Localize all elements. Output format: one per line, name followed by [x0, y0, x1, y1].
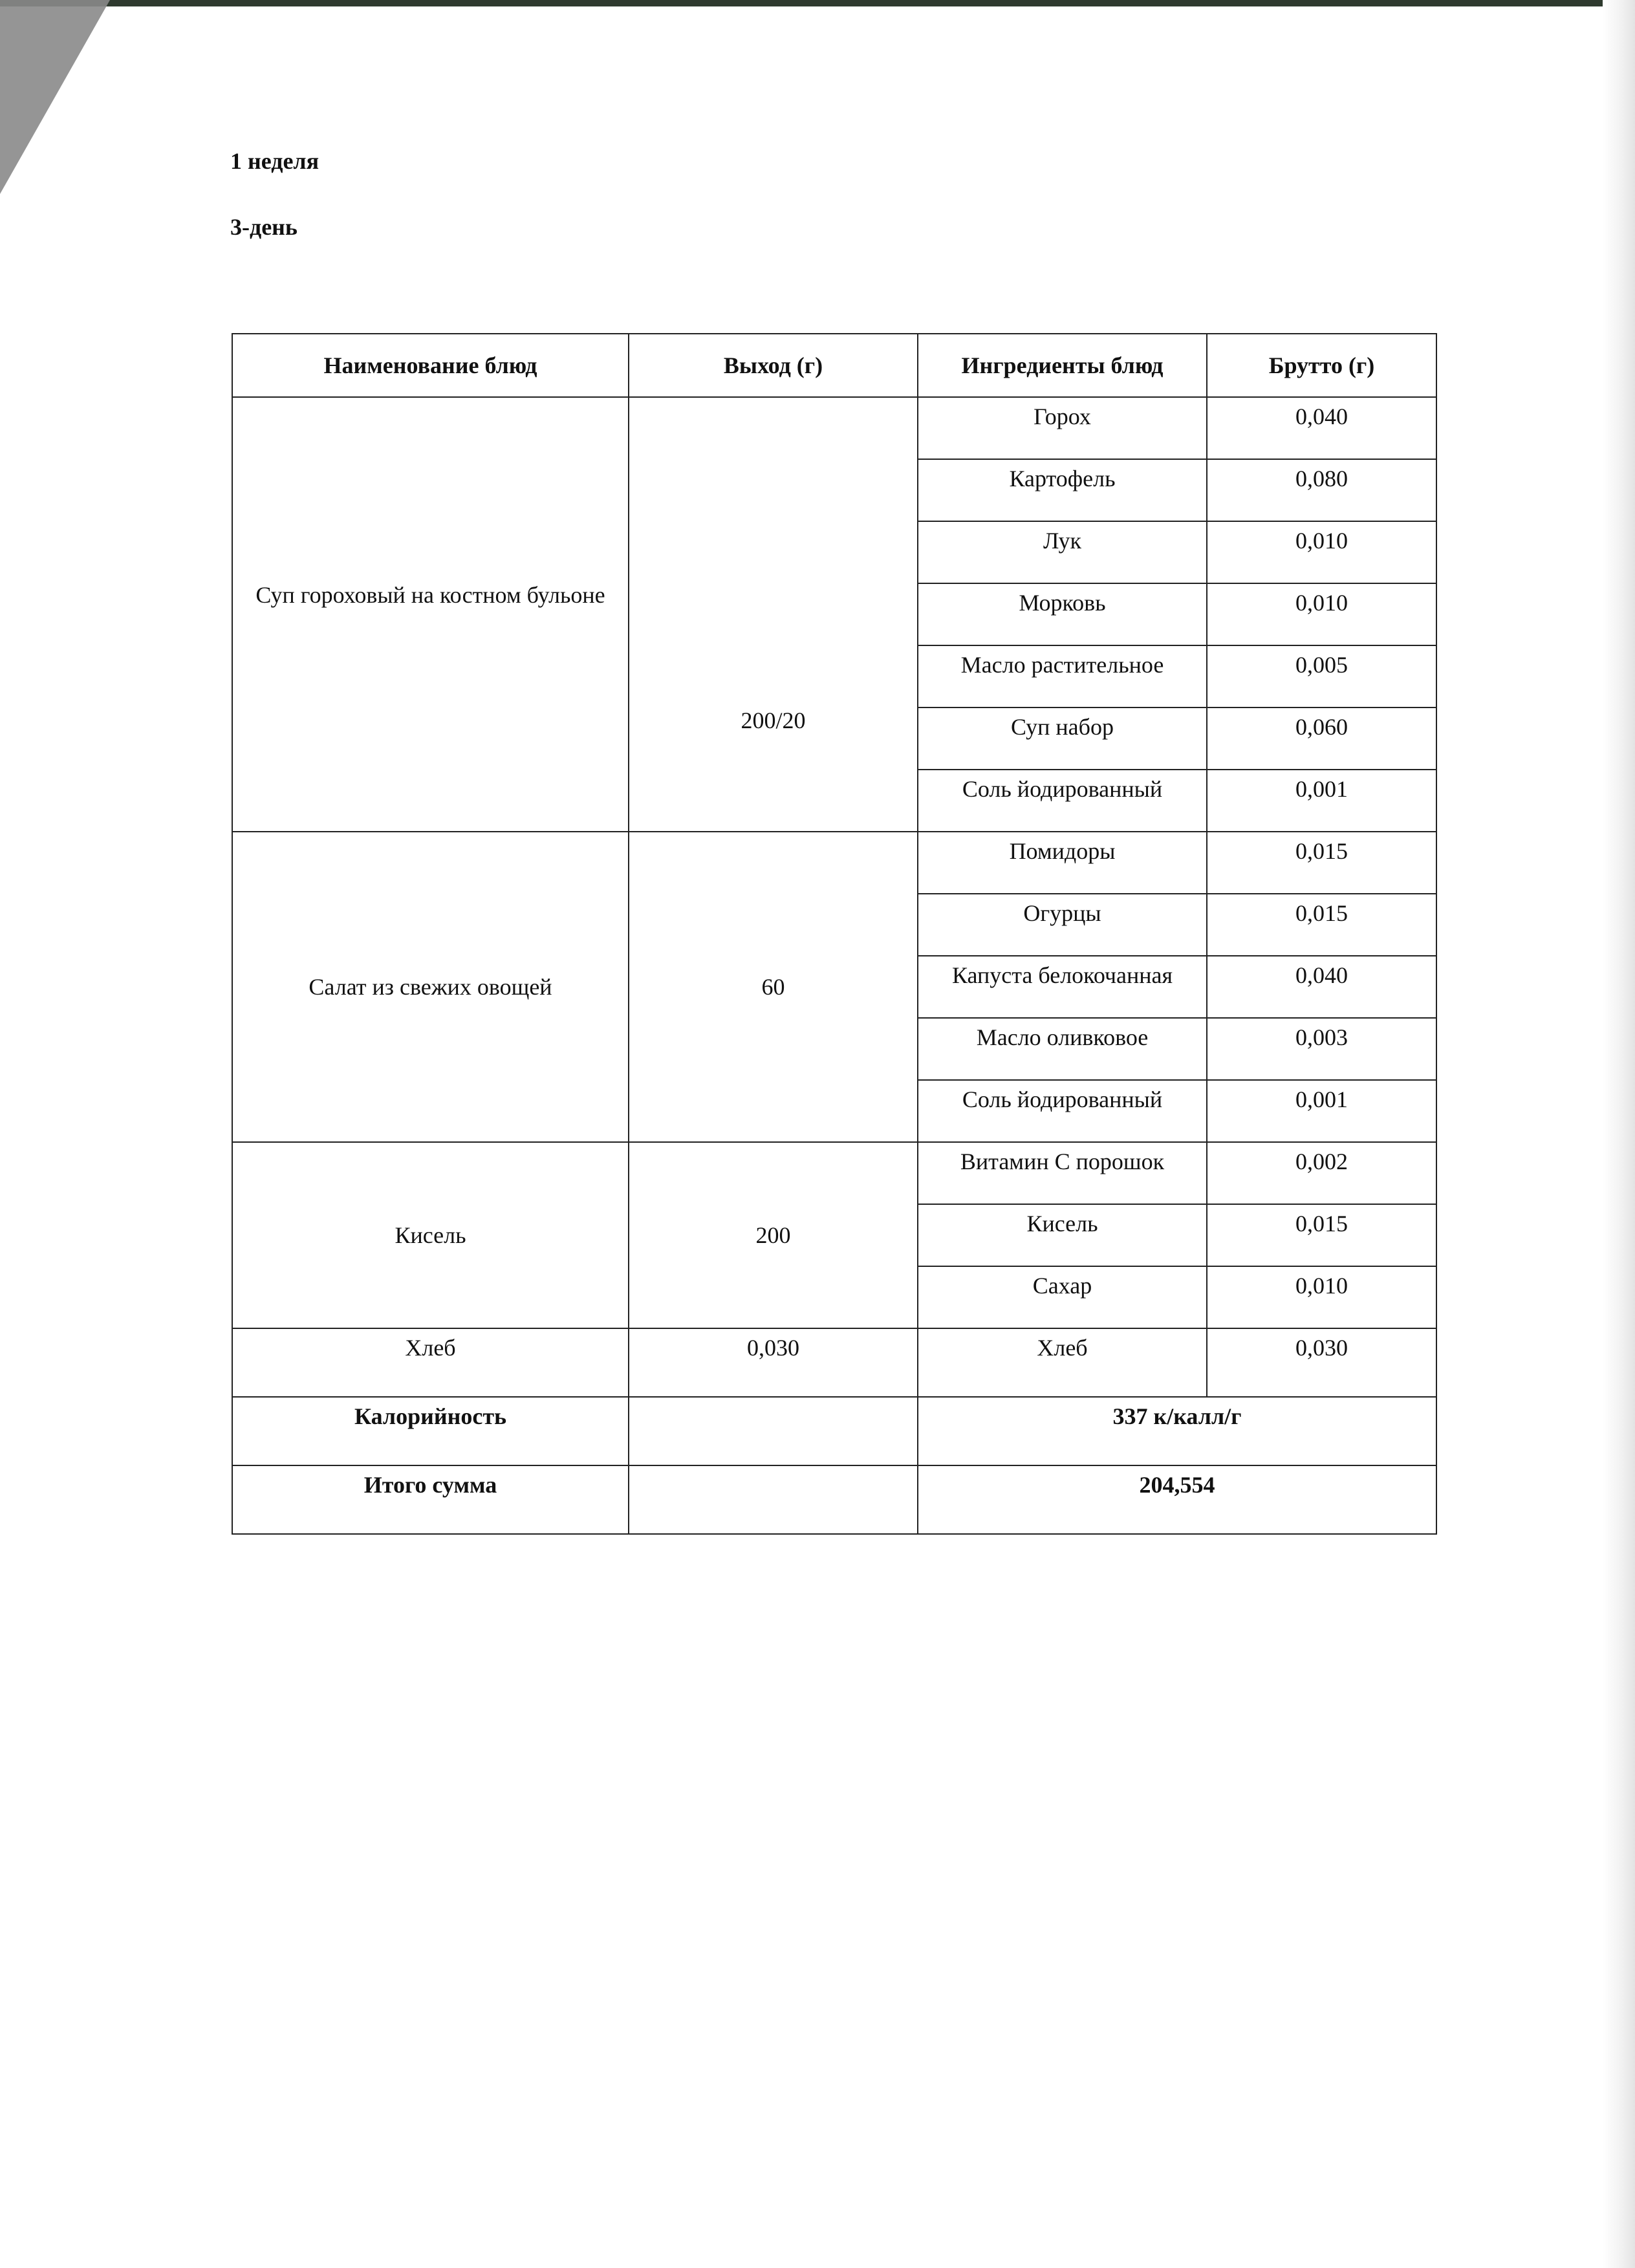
ingredient-name: Масло растительное [918, 645, 1207, 707]
ingredient-name: Суп набор [918, 707, 1207, 770]
ingredient-name: Масло оливковое [918, 1018, 1207, 1080]
column-header-ingredients: Ингредиенты блюд [918, 334, 1207, 397]
dish-yield: 200/20 [629, 397, 918, 832]
ingredient-brutto: 0,060 [1207, 707, 1436, 770]
table-row [232, 832, 1436, 894]
ingredient-brutto: 0,030 [1207, 1328, 1436, 1397]
total-label: Итого сумма [232, 1465, 629, 1534]
ingredient-brutto: 0,010 [1207, 1266, 1436, 1328]
table-row [232, 397, 1436, 459]
ingredient-brutto: 0,002 [1207, 1142, 1436, 1204]
dish-name: Салат из свежих овощей [232, 832, 629, 1142]
ingredient-name: Огурцы [918, 894, 1207, 956]
empty-cell [629, 1465, 918, 1534]
ingredient-brutto: 0,040 [1207, 397, 1436, 459]
column-header-dish: Наименование блюд [232, 334, 629, 397]
ingredient-name: Капуста белокочанная [918, 956, 1207, 1018]
ingredient-name: Морковь [918, 583, 1207, 645]
ingredient-brutto: 0,005 [1207, 645, 1436, 707]
dish-yield: 200 [629, 1142, 918, 1328]
ingredient-name: Витамин С порошок [918, 1142, 1207, 1204]
table-header-row [232, 334, 1436, 397]
scan-top-edge [0, 0, 1635, 6]
table-row [232, 1328, 1436, 1397]
ingredient-name: Соль йодированный [918, 770, 1207, 832]
ingredient-brutto: 0,001 [1207, 1080, 1436, 1142]
ingredient-brutto: 0,010 [1207, 521, 1436, 583]
ingredient-brutto: 0,003 [1207, 1018, 1436, 1080]
dish-name: Хлеб [232, 1328, 629, 1397]
day-heading: 3-день [230, 214, 298, 240]
dish-yield: 60 [629, 832, 918, 1142]
scan-folded-corner [0, 0, 110, 194]
table-row [232, 1142, 1436, 1204]
dish-name: Кисель [232, 1142, 629, 1328]
menu-table [232, 333, 1437, 1535]
ingredient-brutto: 0,015 [1207, 1204, 1436, 1266]
calories-label: Калорийность [232, 1397, 629, 1465]
ingredient-name: Кисель [918, 1204, 1207, 1266]
column-header-yield: Выход (г) [629, 334, 918, 397]
ingredient-name: Лук [918, 521, 1207, 583]
scan-right-edge [1603, 0, 1635, 2268]
ingredient-brutto: 0,080 [1207, 459, 1436, 521]
empty-cell [629, 1397, 918, 1465]
week-heading: 1 неделя [230, 148, 319, 174]
ingredient-name: Соль йодированный [918, 1080, 1207, 1142]
total-value: 204,554 [918, 1465, 1436, 1534]
calories-row [232, 1397, 1436, 1465]
total-row [232, 1465, 1436, 1534]
ingredient-brutto: 0,010 [1207, 583, 1436, 645]
ingredient-brutto: 0,015 [1207, 894, 1436, 956]
dish-yield: 0,030 [629, 1328, 918, 1397]
ingredient-name: Сахар [918, 1266, 1207, 1328]
dish-name: Суп гороховый на костном бульоне [232, 397, 629, 832]
ingredient-brutto: 0,015 [1207, 832, 1436, 894]
ingredient-name: Помидоры [918, 832, 1207, 894]
ingredient-name: Картофель [918, 459, 1207, 521]
ingredient-name: Горох [918, 397, 1207, 459]
ingredient-brutto: 0,040 [1207, 956, 1436, 1018]
ingredient-name: Хлеб [918, 1328, 1207, 1397]
ingredient-brutto: 0,001 [1207, 770, 1436, 832]
column-header-brutto: Брутто (г) [1207, 334, 1436, 397]
calories-value: 337 к/калл/г [918, 1397, 1436, 1465]
